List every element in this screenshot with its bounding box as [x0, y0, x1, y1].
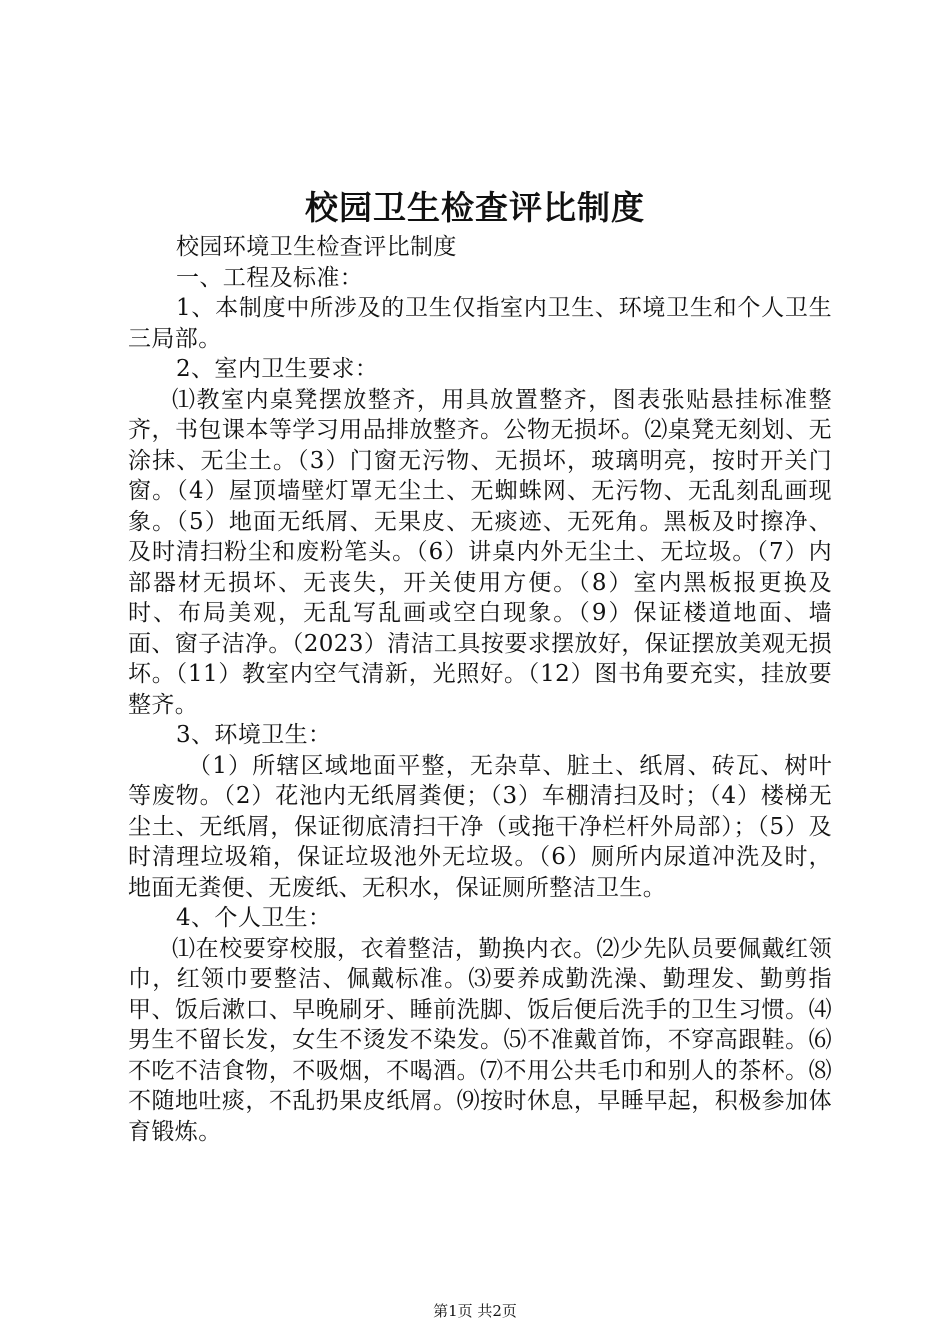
personal-hygiene-paragraph: ⑴在校要穿校服，衣着整洁，勤换内衣。⑵少先队员要佩戴红领巾，红领巾要整洁、佩戴标准。⑶要养成勤洗澡、勤理发、勤剪指甲、饭后漱口、早晚刷牙、睡前洗脚、饭后便后洗手的卫生习惯。⑷男生不留长发，女生不烫发不染发。⑸不准戴首饰，不穿高跟鞋。⑹不吃不洁食物，不吸烟，不喝酒。⑺不用公共毛巾和别人的茶杯。⑻不随地吐痰，不乱扔果皮纸屑。⑼按时休息，早睡早起，积极参加体育锻炼。	[128, 935, 832, 1145]
item-2-heading: 2、室内卫生要求：	[176, 356, 379, 382]
indoor-hygiene-paragraph: ⑴教室内桌凳摆放整齐，用具放置整齐，图表张贴悬挂标准整齐，书包课本等学习用品排放整齐。公物无损坏。⑵桌凳无刻划、无涂抹、无尘土。（3）门窗无污物、无损坏，玻璃明亮，按时开关门窗。（4）屋顶墙壁灯罩无尘土、无蜘蛛网、无污物、无乱刻乱画现象。（5）地面无纸屑、无果皮、无痰迹、无死角。黑板及时擦净、及时清扫粉尘和废粉笔头。（6）讲桌内外无尘土、无垃圾。（7）内部器材无损坏、无丧失，开关使用方便。（8）室内黑板报更换及时、布局美观，无乱写乱画或空白现象。（9）保证楼道地面、墙面、窗子洁净。（2023）清洁工具按要求摆放好，保证摆放美观无损坏。（11）教室内空气清新，光照好。（12）图书角要充实，挂放要整齐。	[128, 386, 832, 718]
item-3-heading: 3、环境卫生：	[176, 722, 332, 748]
subtitle-paragraph: 校园环境卫生检查评比制度	[176, 234, 457, 260]
page-number-footer: 第1页 共2页	[433, 1302, 517, 1320]
section-heading-1: 一、工程及标准：	[176, 264, 364, 291]
page-title: 校园卫生检查评比制度	[305, 188, 645, 227]
item-1-paragraph: 1、本制度中所涉及的卫生仅指室内卫生、环境卫生和个人卫生三局部。	[128, 295, 832, 352]
document-body	[128, 232, 832, 1147]
item-4-heading: 4、个人卫生：	[176, 905, 332, 931]
environment-hygiene-paragraph: （1）所辖区域地面平整，无杂草、脏土、纸屑、砖瓦、树叶等废物。（2）花池内无纸屑粪便；（3）车棚清扫及时；（4）楼梯无尘土、无纸屑，保证彻底清扫干净（或拖干净栏杆外局部）；（5）及时清理垃圾箱，保证垃圾池外无垃圾。（6）厕所内尿道冲洗及时，地面无粪便、无废纸、无积水，保证厕所整洁卫生。	[128, 752, 832, 901]
